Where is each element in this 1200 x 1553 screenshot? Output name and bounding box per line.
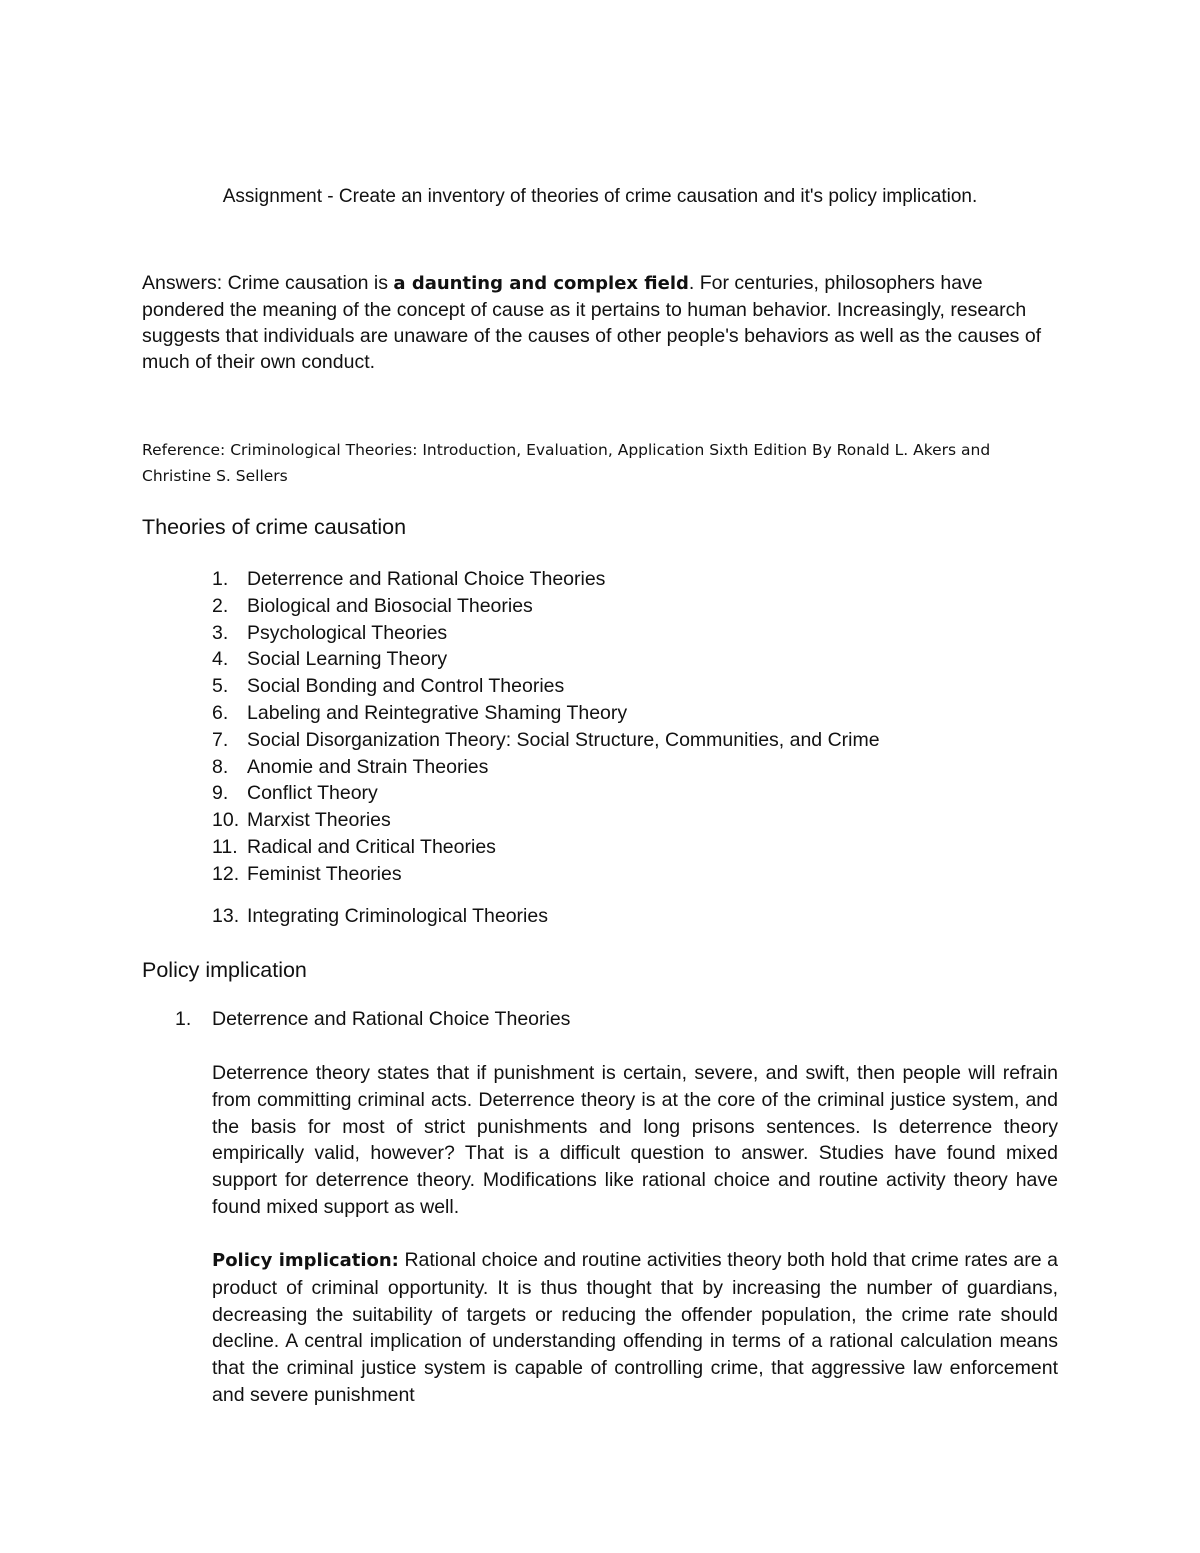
list-item	[212, 700, 880, 727]
list-item	[212, 620, 880, 647]
policy-implication-paragraph	[212, 1247, 1058, 1409]
policy-list-number: 1.	[175, 1008, 192, 1030]
list-item	[212, 754, 880, 781]
list-number: 2.	[212, 594, 229, 617]
deterrence-paragraph: Deterrence theory states that if punishment is certain, severe, and swift, then people will refrain from committing criminal acts. Deterrence theory is at the core of the criminal justice system, and the basis for most of strict punishments and long prisons sentences. Is deterrence theory empirically valid, however? That is a difficult question to answer. Studies have found mixed support for deterrence theory. Modifications like rational choice and routine activity theory have found mixed support as well.	[212, 1062, 1058, 1218]
list-number: 13.	[212, 904, 240, 927]
list-item-label: Deterrence and Rational Choice Theories	[247, 568, 606, 590]
list-item-label: Labeling and Reintegrative Shaming Theory	[247, 701, 628, 724]
answers-bold-phrase: a daunting and complex field	[393, 273, 689, 294]
theories-heading: Theories of crime causation	[142, 515, 407, 539]
list-item	[212, 861, 880, 888]
answers-paragraph	[142, 270, 1062, 375]
list-number: 1.	[212, 568, 229, 590]
list-number: 5.	[212, 675, 229, 698]
list-number: 8.	[212, 755, 229, 778]
list-number: 3.	[212, 621, 229, 644]
answers-prefix: Answers: Crime causation is	[142, 272, 394, 294]
list-item-label: Integrating Criminological Theories	[247, 904, 548, 927]
list-item-label: Feminist Theories	[247, 862, 402, 885]
list-item-label: Social Bonding and Control Theories	[247, 675, 565, 698]
policy-implication-text: Rational choice and routine activities theory both hold that crime rates are a product of criminal opportunity. It is thus thought that by increasing the number of guardians, decreasing the suitability of targets or reducing the offender population, the crime rate should decline. A central implication of understanding offending in terms of a rational calculation means that the criminal justice system is capable of controlling crime, that aggressive law enforcement and severe punishment	[212, 1249, 1058, 1406]
list-number: 10.	[212, 809, 240, 832]
list-number: 11.	[212, 835, 238, 858]
list-item-label: Social Disorganization Theory: Social Structure, Communities, and Crime	[247, 728, 880, 751]
list-number: 6.	[212, 701, 229, 724]
list-number: 9.	[212, 782, 229, 805]
list-item	[212, 646, 880, 673]
policy-heading: Policy implication	[142, 958, 307, 982]
list-item-label: Conflict Theory	[247, 782, 378, 805]
list-item	[212, 727, 880, 754]
list-item-label: Biological and Biosocial Theories	[247, 594, 533, 617]
list-item	[212, 593, 880, 620]
list-item	[212, 780, 880, 807]
list-item	[212, 807, 880, 834]
list-item-label: Radical and Critical Theories	[247, 835, 496, 858]
policy-implication-label: Policy implication:	[212, 1250, 399, 1271]
list-item	[212, 903, 880, 930]
theories-list	[212, 566, 880, 929]
policy-list-label: Deterrence and Rational Choice Theories	[212, 1008, 571, 1030]
policy-list-item	[175, 1006, 570, 1032]
reference-citation: Reference: Criminological Theories: Introduction, Evaluation, Application Sixth Edition By Ronald L. Akers and Christine S. Sellers	[142, 441, 991, 485]
list-item-label: Marxist Theories	[247, 809, 391, 832]
list-item-label: Psychological Theories	[247, 621, 448, 644]
list-item-label: Anomie and Strain Theories	[247, 755, 489, 778]
list-item	[212, 834, 880, 861]
list-number: 12.	[212, 862, 240, 885]
list-number: 7.	[212, 728, 229, 751]
answers-rest: . For centuries, philosophers have pondered the meaning of the concept of cause as it pertains to human behavior. Increasingly, research suggests that individuals are unaware of the causes of other people's behaviors as well as the causes of much of their own conduct.	[142, 272, 1042, 373]
list-item	[212, 673, 880, 700]
assignment-title: Assignment - Create an inventory of theories of crime causation and it's policy implication.	[222, 186, 978, 207]
list-number: 4.	[212, 648, 229, 671]
list-item	[212, 566, 880, 593]
list-item-label: Social Learning Theory	[247, 648, 448, 671]
